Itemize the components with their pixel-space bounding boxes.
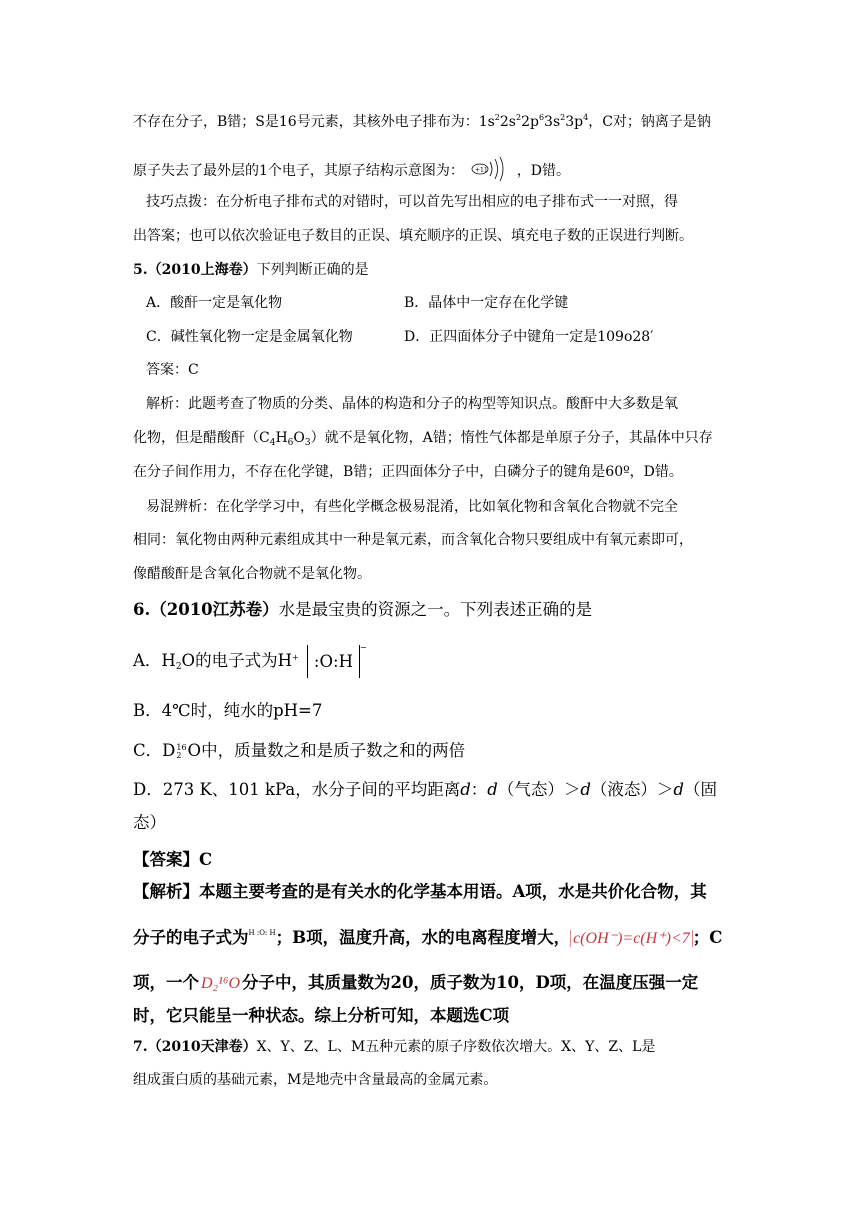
option-c: C．碱性氧化物一定是金属氧化物 [146, 329, 353, 345]
explanation-line: 在分子间作用力，不存在化学键，B错；正四面体分子中，白磷分子的键角是60º，D错。 [133, 464, 683, 480]
answer: 【答案】C [133, 850, 213, 869]
question-6-stem: 6.（2010江苏卷）水是最宝贵的资源之一。下列表述正确的是 [133, 600, 593, 619]
option-b: B．晶体中一定存在化学键 [404, 295, 569, 311]
explanation-line: 【解析】本题主要考查的是有关水的化学基本用语。A项，水是共价化合物，其 [133, 882, 707, 901]
explanation-line: 分子的电子式为$^{H :O: H}$；B项，温度升高，水的电离程度增大， c(OH⁻)=c(H⁺)<7 ；C [133, 928, 723, 947]
option-d-cont: 态） [133, 813, 166, 832]
electron-formula-bracket: :O:H [307, 645, 360, 678]
question-5-stem: 5.（2010上海卷）下列判断正确的是 [133, 262, 369, 278]
ion-concentration-image: c(OH⁻)=c(H⁺)<7 [570, 930, 693, 947]
question-7-stem: 7.（2010天津卷）X、Y、Z、L、M五种元素的原子序数依次增大。X、Y、Z、L是 [133, 1039, 656, 1055]
tip-line: 技巧点拨：在分析电子排布式的对错时，可以首先写出相应的电子排布式一一对照，得 [146, 194, 678, 210]
option-a: A．$H_2O$的电子式为H+ :O:H− [133, 643, 367, 678]
explanation-line: 项，一个 D₂¹⁶O 分子中，其质量数为20，质子数为10，D项，在温度压强一定 [133, 973, 699, 992]
tip-line: 出答案；也可以依次验证电子数目的正误、填充顺序的正误、填充电子数的正误进行判断。 [133, 228, 693, 244]
explanation-line: 化物，但是醋酸酐$(C_4H_6O_3)$就不是氧化物，A错；惰性气体都是单原子分子，其晶体中只存 [133, 430, 713, 448]
option-b: B．4℃时，纯水的pH=7 [133, 701, 323, 720]
option-d: D．正四面体分子中键角一定是109o28′ [404, 329, 654, 345]
text-line: 不存在分子，B错；S是16号元素，其核外电子排布为：$1s^22s^22p^63s^23p^4$，C对；钠离子是钠 [133, 113, 711, 130]
option-a: A．酸酐一定是氧化物 [146, 295, 283, 311]
confusion-note: 易混辨析：在化学学习中，有些化学概念极易混淆，比如氧化物和含氧化合物就不完全 [146, 499, 678, 515]
confusion-note: 像醋酸酐是含氧化合物就不是氧化物。 [133, 566, 371, 582]
heavy-water-formula-image: D₂¹⁶O [201, 975, 241, 992]
explanation-line: 时，它只能呈一种状态。综上分析可知，本题选C项 [133, 1006, 510, 1025]
explanation-line: 解析：此题考查了物质的分类、晶体的构造和分子的构型等知识点。酸酐中大多数是氧 [146, 396, 678, 412]
atomic-structure-diagram [468, 156, 512, 186]
question-7-stem-cont: 组成蛋白质的基础元素，M是地壳中含量最高的金属元素。 [133, 1072, 498, 1088]
option-c: C．D 16 2 O中，质量数之和是质子数之和的两倍 [133, 741, 466, 760]
answer: 答案：C [146, 362, 199, 378]
text-line: 原子失去了最外层的1个电子，其原子结构示意图为： +11 ，D错。 [133, 156, 570, 186]
option-d: D．273 K、101 kPa，水分子间的平均距离d：d（气态）＞d（液态）＞d（固 [133, 780, 717, 799]
water-electron-formula-image: H :O: H [248, 929, 276, 937]
svg-text:+11: +11 [475, 166, 489, 174]
confusion-note: 相同：氧化物由两种元素组成其中一种是氧元素，而含氧化合物只要组成中有氧元素即可， [133, 532, 693, 548]
